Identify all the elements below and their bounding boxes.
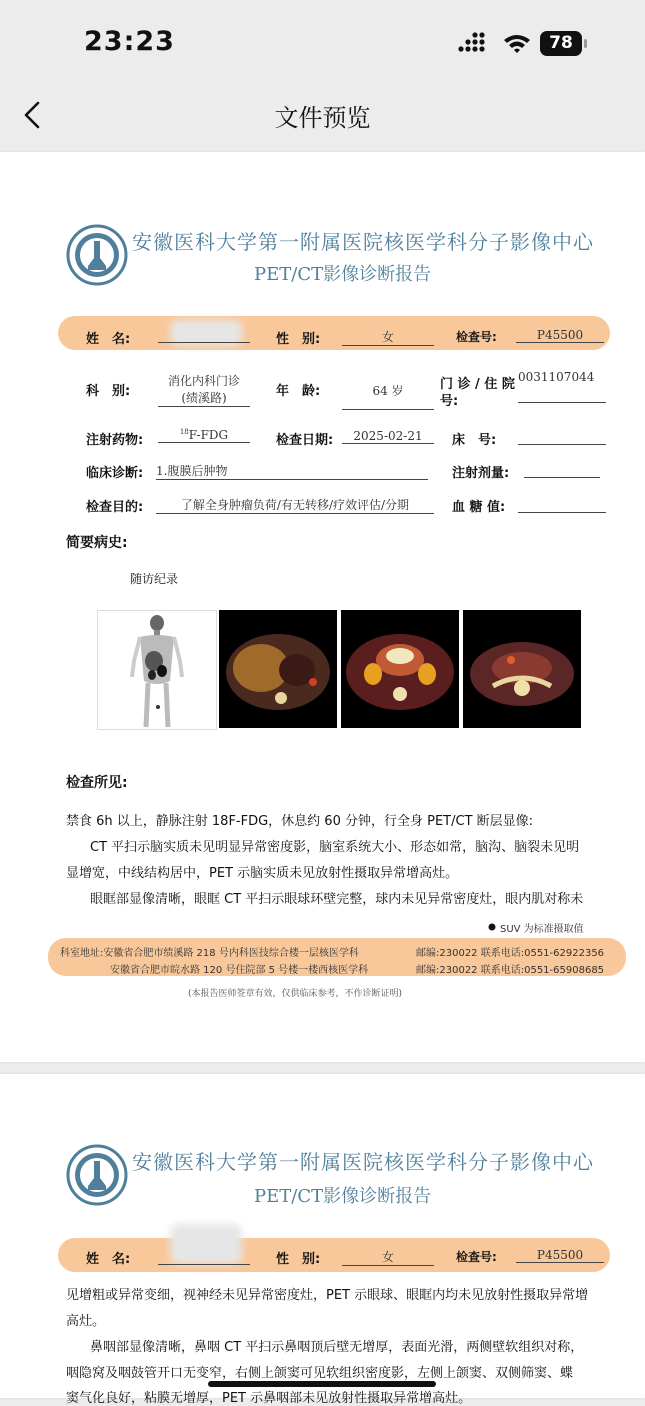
name-label-2: 姓 名:: [86, 1252, 131, 1267]
outpatient-label-2: 号:: [440, 394, 459, 409]
battery-indicator: [540, 31, 584, 56]
name-label: 姓 名:: [86, 332, 131, 347]
pet-ct-axial-image-3: [463, 610, 581, 728]
history-heading: 简要病史:: [66, 535, 128, 551]
name-underline-2: [158, 1264, 250, 1265]
findings-line-4: 眼眶部显像清晰，眼眶 CT 平扫示眼球环壁完整，球内未见异常密度灶，眼内肌对称未: [90, 892, 584, 907]
dept-value-line1: 消化内科门诊: [167, 374, 240, 388]
glucose-label: 血 糖 值:: [452, 500, 506, 515]
exam-no-value-2: P45500: [516, 1248, 604, 1263]
status-time: 23:23: [84, 26, 175, 57]
axial-slice-3-icon: [463, 610, 581, 728]
page2-line-5: 窦气化良好，粘膜无增厚，PET 示鼻咽部未见放射性摄取异常增高灶。: [66, 1391, 472, 1406]
document-page-1: [0, 152, 645, 1062]
sex-value: 女: [342, 328, 434, 346]
clinical-value: 1.腹膜后肿物: [156, 462, 428, 480]
purpose-label: 检查目的:: [86, 500, 144, 515]
outpatient-no-value: 0031107044: [518, 370, 606, 403]
footer-address-2: 安徽省合肥市皖水路 120 号住院部 5 号楼一楼西核医学科: [110, 965, 369, 976]
axial-slice-2-icon: [341, 610, 459, 728]
bullet-icon: [488, 923, 496, 931]
footer-address-1: 科室地址:安徽省合肥市绩溪路 218 号内科医技综合楼一层核医学科: [60, 948, 359, 959]
page2-line-2: 高灶。: [66, 1314, 106, 1329]
outpatient-label: 门 诊 / 住 院: [440, 377, 515, 392]
drug-value: [158, 428, 250, 443]
document-page-2: [0, 1074, 645, 1406]
drug-label: 注射药物:: [86, 433, 144, 448]
age-label: 年 龄:: [276, 384, 321, 399]
suv-note: SUV 为标准摄取值: [500, 924, 584, 935]
page2-line-3: 鼻咽部显像清晰，鼻咽 CT 平扫示鼻咽顶后壁无增厚，表面光滑，两侧壁软组织对称，: [90, 1340, 584, 1355]
footer-contact-2: 邮编:230022 联系电话:0551-65908685: [416, 965, 605, 976]
glucose-underline: [518, 512, 606, 513]
dept-label: 科 别:: [86, 384, 131, 399]
page2-line-1: 见增粗或异常变细，视神经未见异常密度灶，PET 示眼球、眼眶内均未见放射性摄取异常增: [66, 1288, 589, 1303]
bed-label: 床 号:: [452, 433, 497, 448]
exam-no-value: P45500: [516, 328, 604, 343]
name-underline: [158, 342, 250, 343]
hospital-name-2: 安徽医科大学第一附属医院核医学科分子影像中心: [132, 1150, 594, 1174]
clinical-label: 临床诊断:: [86, 466, 144, 481]
purpose-value: 了解全身肿瘤负荷/有无转移/疗效评估/分期: [156, 496, 434, 514]
status-bar: [0, 0, 645, 88]
disclaimer: (本报告医师签章有效，仅供临床参考，不作诊断证明): [188, 989, 403, 999]
nav-title: 文件预览: [274, 104, 371, 132]
axial-slice-1-icon: [219, 610, 337, 728]
drug-name: F-FDG: [188, 428, 229, 442]
exam-date-label: 检查日期:: [276, 433, 334, 448]
exam-no-label-2: 检查号:: [456, 1250, 497, 1264]
wifi-icon: [502, 32, 532, 54]
history-text: 随访纪录: [130, 572, 179, 586]
dose-label: 注射剂量:: [452, 466, 510, 481]
pet-ct-axial-image-2: [341, 610, 459, 728]
home-indicator[interactable]: [208, 1381, 436, 1387]
hospital-name: 安徽医科大学第一附属医院核医学科分子影像中心: [132, 230, 594, 254]
findings-heading: 检查所见:: [66, 775, 128, 791]
age-value: 64 岁: [342, 382, 434, 410]
exam-date-value: 2025-02-21: [342, 429, 434, 444]
pet-ct-axial-image-1: [219, 610, 337, 728]
exam-no-label: 检查号:: [456, 330, 497, 344]
drug-isotope: 18: [179, 428, 189, 436]
bed-underline: [518, 444, 606, 445]
pet-mip-image: [97, 610, 217, 730]
name-redacted-2: [170, 1224, 242, 1264]
report-title-2: PET/CT影像诊断报告: [254, 1186, 432, 1207]
findings-line-1: 禁食 6h 以上，静脉注射 18F-FDG，休息约 60 分钟，行全身 PET/CT 断层显像:: [66, 814, 534, 829]
findings-line-2: CT 平扫示脑实质未见明显异常密度影，脑室系统大小、形态如常，脑沟、脑裂未见明: [90, 840, 580, 855]
dose-underline: [524, 477, 600, 478]
cellular-signal-icon: [458, 32, 490, 54]
findings-line-3: 显增宽，中线结构居中，PET 示脑实质未见放射性摄取异常增高灶。: [66, 866, 459, 881]
footer-contact-1: 邮编:230022 联系电话:0551-62922356: [416, 948, 605, 959]
hospital-logo-icon: [66, 224, 128, 286]
battery-level: 78: [549, 33, 573, 53]
page2-line-4: 咽隐窝及咽鼓管开口无变窄，右侧上颌窦可见软组织密度影，左侧上颌窦、双侧筛窦、蝶: [66, 1366, 574, 1381]
mip-body-icon: [98, 611, 216, 729]
hospital-logo-icon-2: [66, 1144, 128, 1206]
sex-value-2: 女: [342, 1248, 434, 1266]
sex-label-2: 性 别:: [276, 1252, 321, 1267]
dept-value-line2: (绩溪路): [158, 389, 250, 407]
report-title: PET/CT影像诊断报告: [254, 264, 432, 285]
sex-label: 性 别:: [276, 332, 321, 347]
